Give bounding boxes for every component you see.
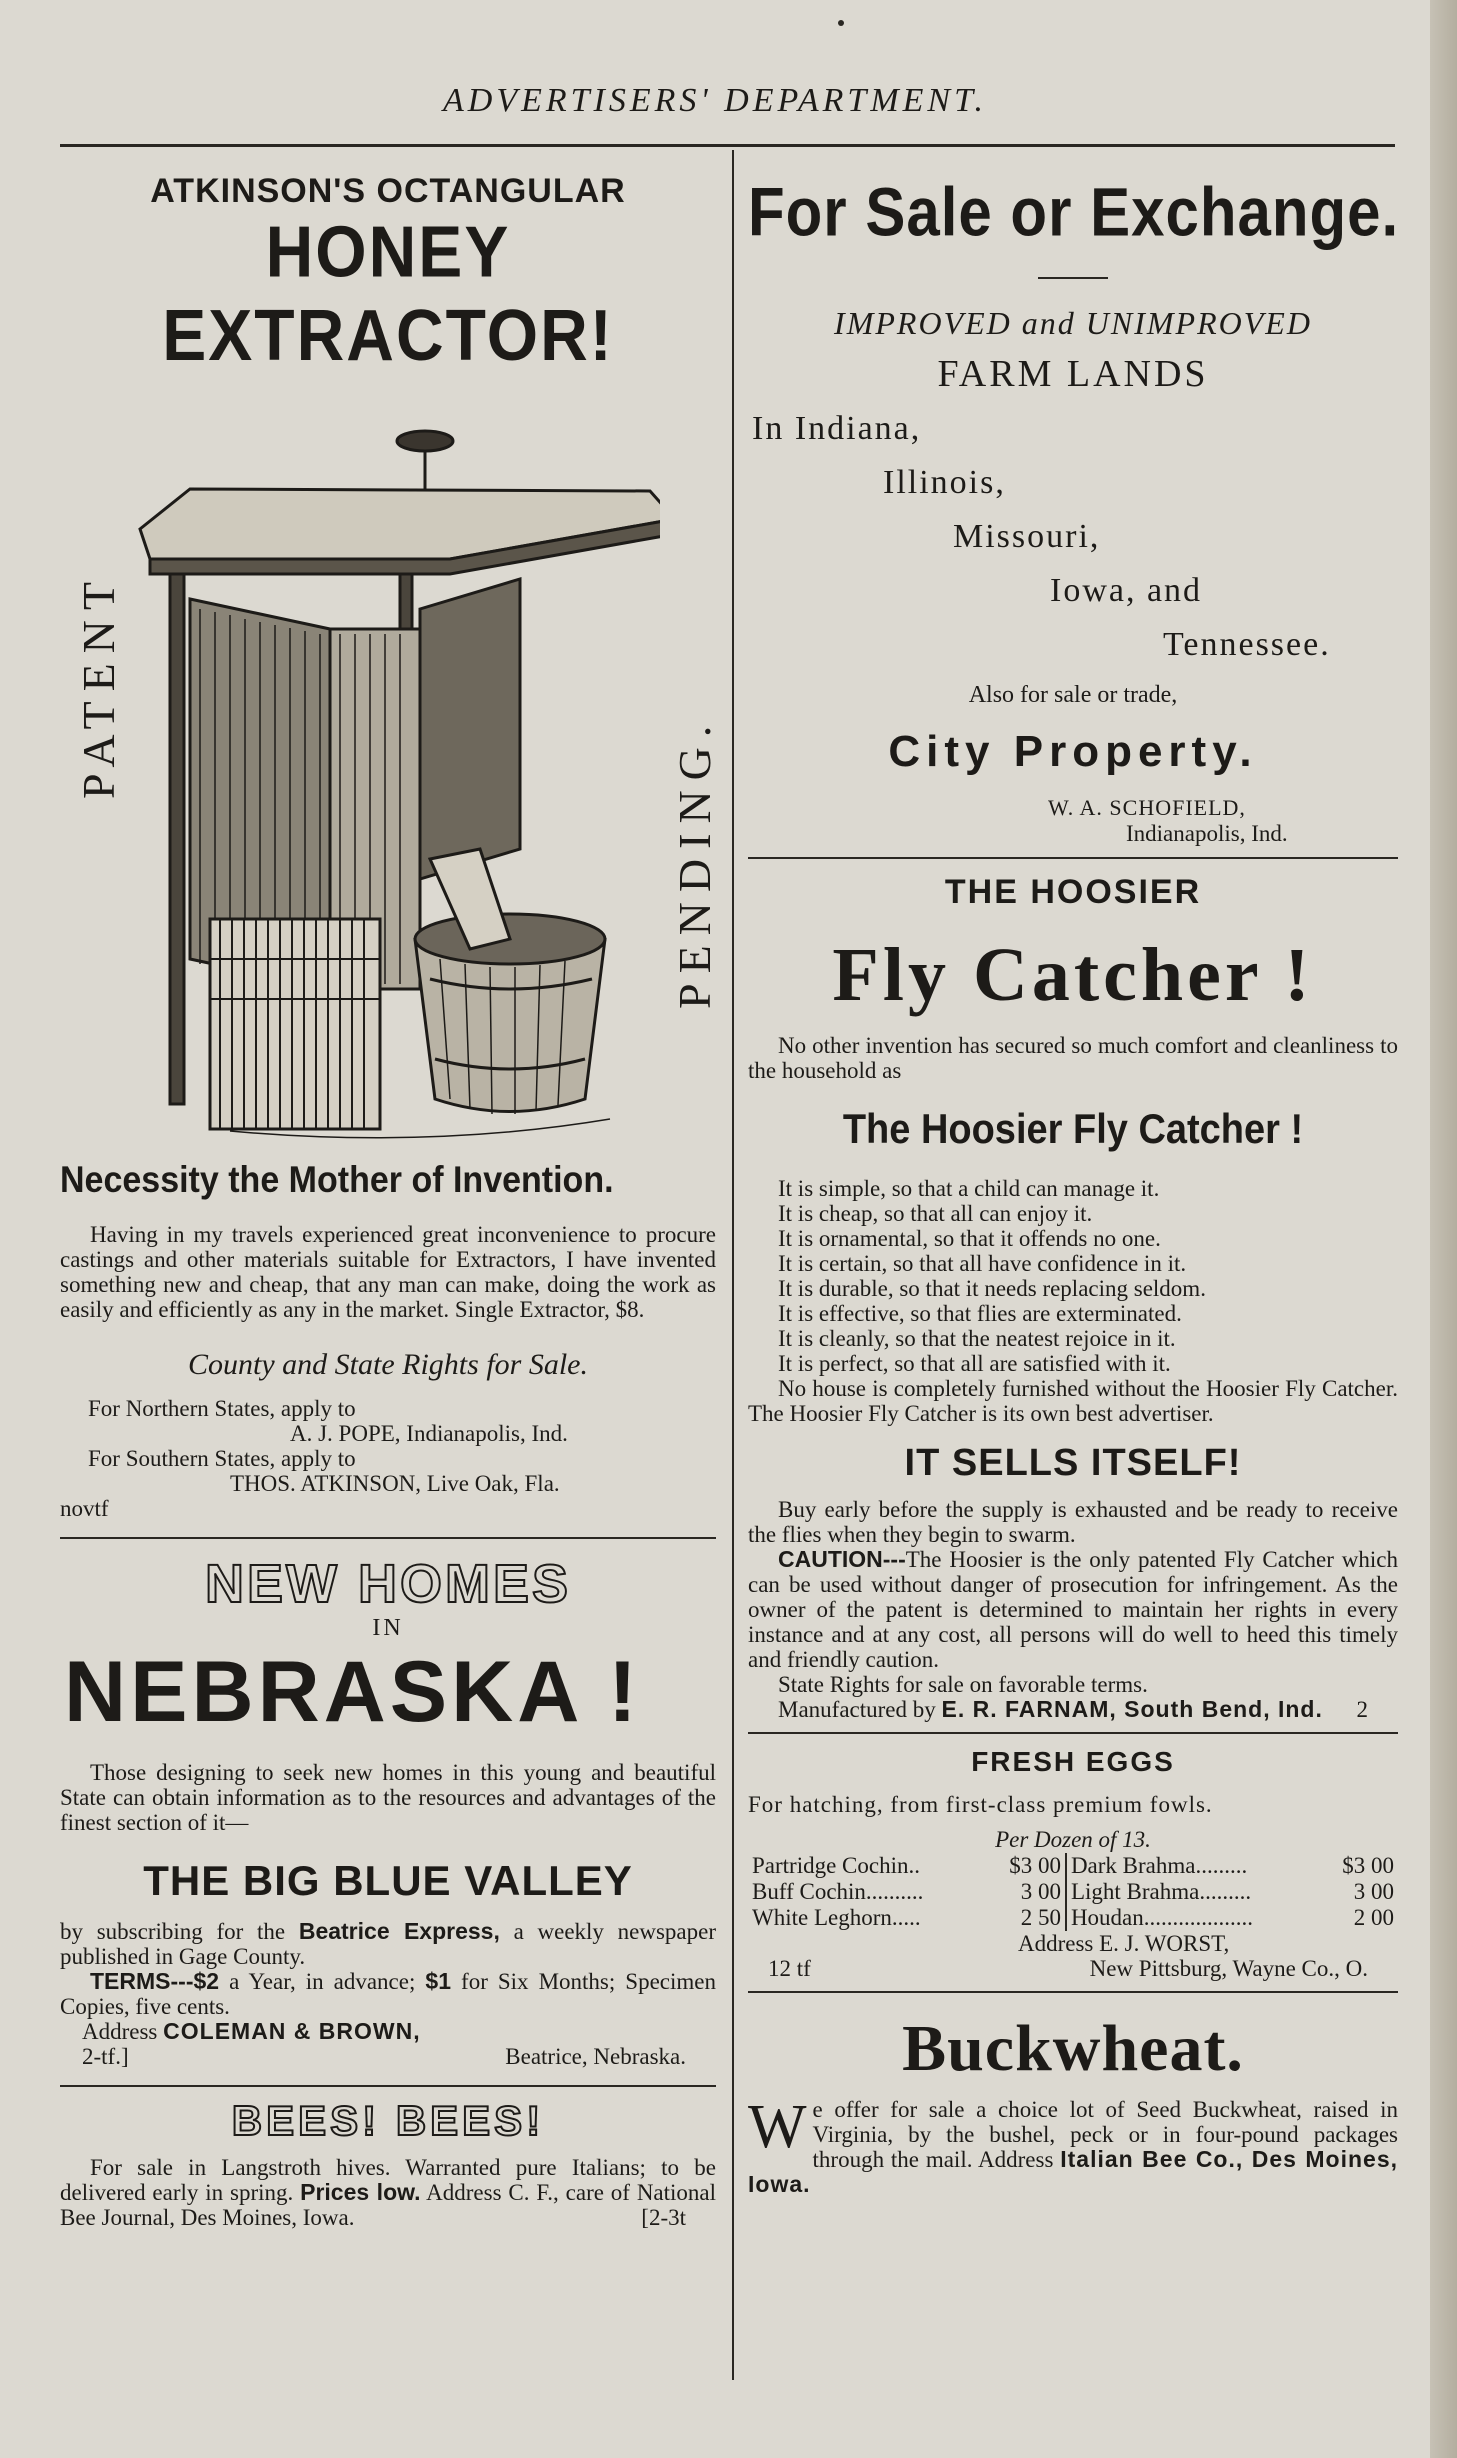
eggs-price: 2 00 (1353, 1905, 1394, 1930)
nebraska-footer (60, 2044, 716, 2069)
extractor-illustration-area (60, 379, 720, 1139)
eggs-city: New Pittsburg, Wayne Co., O. (1089, 1956, 1368, 1981)
farm-subtitle: IMPROVED and UNIMPROVED (834, 305, 1312, 341)
pending-label: PENDING. (669, 715, 720, 1009)
nebraska-subscribe (60, 1919, 716, 1969)
eggs-breed: Partridge Cochin.. (752, 1853, 920, 1878)
eggs-per-dozen: Per Dozen of 13. (995, 1827, 1151, 1852)
honey-extractor-ad (60, 172, 720, 1521)
fly-sells: IT SELLS ITSELF! (904, 1442, 1242, 1484)
farm-state-5: Tennessee. (1163, 626, 1331, 663)
page-edge (1430, 0, 1457, 2458)
top-rule (60, 144, 1395, 147)
nebraska-paper: Beatrice Express, (298, 1918, 500, 1944)
fly-caution-label: CAUTION--- (778, 1546, 906, 1572)
fly-list (748, 1176, 1398, 1376)
extractor-title: HONEY EXTRACTOR! (162, 210, 614, 376)
extractor-kicker: ATKINSON'S OCTANGULAR (150, 172, 626, 210)
fly-intro: No other invention has secured so much comfort and cleanliness to the household as (748, 1033, 1398, 1083)
fly-line-7: It is cleanly, so that the neatest rejoice in it. (778, 1326, 1176, 1351)
farm-also: Also for sale or trade, (968, 682, 1178, 708)
farm-state-2: Illinois, (883, 464, 1006, 501)
eggs-breed: Light Brahma......... (1070, 1879, 1252, 1904)
farm-agent: W. A. SCHOFIELD, (1048, 795, 1246, 820)
extractor-north-line: For Northern States, apply to (88, 1396, 356, 1421)
eggs-intro: For hatching, from first-class premium fowls. (748, 1792, 1213, 1817)
fly-rights: State Rights for sale on favorable terms. (778, 1672, 1148, 1697)
bees-title: BEES! BEES! (231, 2097, 545, 2144)
bees-body-b: Address C. F., care of National Bee Journal, Des Moines, Iowa. (60, 2180, 717, 2230)
fly-house: No house is completely furnished without the Hoosier Fly Catcher. The Hoosier Fly Catcher is its own best advertiser. (748, 1376, 1398, 1426)
bees-body (60, 2155, 716, 2230)
extractor-south-agent: THOS. ATKINSON, Live Oak, Fla. (230, 1471, 560, 1496)
eggs-row (748, 1853, 1398, 1879)
fly-code: 2 (1356, 1697, 1368, 1722)
running-head: ADVERTISERS' DEPARTMENT. (443, 82, 987, 119)
eggs-price: 3 00 (1353, 1879, 1394, 1904)
buckwheat-body-text: e offer for sale a choice lot of Seed Buckwheat, raised in Virginia, by the bushel, peck or in four-pound packages through the mail. Address (812, 2097, 1398, 2172)
nebraska-line1: NEW HOMES (204, 1554, 571, 1614)
farm-states (748, 402, 1398, 672)
bees-ad (60, 2097, 716, 2230)
extractor-code: novtf (60, 1496, 109, 1521)
farm-state-3: Missouri, (953, 518, 1101, 555)
eggs-price-table (748, 1853, 1398, 1931)
eggs-breed: Dark Brahma......... (1070, 1853, 1248, 1878)
eggs-breed: White Leghorn..... (752, 1905, 921, 1930)
eggs-address: Address E. J. WORST, (1018, 1931, 1230, 1956)
eggs-price: $3 00 (986, 1853, 1066, 1879)
rule-1 (60, 1537, 716, 1539)
extractor-south-line: For Southern States, apply to (88, 1446, 356, 1471)
patent-label: PATENT (73, 572, 124, 799)
buckwheat-body (748, 2093, 1399, 2197)
fly-line-6: It is effective, so that flies are exterminated. (778, 1301, 1182, 1326)
eggs-code: 12 tf (768, 1956, 811, 1981)
rule-2 (60, 2085, 716, 2087)
nebraska-line3: NEBRASKA ! (64, 1644, 641, 1740)
fly-caution (748, 1547, 1398, 1672)
nebraska-address-name: COLEMAN & BROWN, (163, 2018, 421, 2044)
extractor-rights-heading: County and State Rights for Sale. (188, 1348, 588, 1381)
buckwheat-dropcap: W (748, 2093, 807, 2161)
eggs-price: 2 50 (986, 1905, 1066, 1931)
eggs-row (748, 1879, 1398, 1905)
farm-agent-city: Indianapolis, Ind. (1126, 821, 1288, 846)
fly-mfg-pre: Manufactured by (778, 1697, 942, 1722)
farm-city-property: City Property. (888, 727, 1258, 776)
nebraska-body: Those designing to seek new homes in this young and beautiful State can obtain information as to the resources and advantages of the finest section of it— (60, 1760, 716, 1835)
farm-state-1: In Indiana, (752, 410, 922, 447)
nebraska-terms-c: for Six Months; Specimen Copies, five cents. (60, 1969, 716, 2019)
extractor-north-agent: A. J. POPE, Indianapolis, Ind. (290, 1421, 568, 1446)
extractor-subtitle: Necessity the Mother of Invention. (60, 1159, 614, 1201)
farm-heading: FARM LANDS (937, 353, 1209, 395)
bees-code: [2-3t (641, 2205, 686, 2230)
buckwheat-ad (748, 2011, 1398, 2197)
fly-line-1: It is simple, so that a child can manage it. (778, 1176, 1160, 1201)
nebraska-address (60, 2019, 716, 2044)
farm-title: For Sale or Exchange. (748, 173, 1400, 251)
fly-mfg-name: E. R. FARNAM, South Bend, Ind. (941, 1696, 1323, 1722)
eggs-breed: Buff Cochin.......... (752, 1879, 924, 1904)
rule-5 (748, 1991, 1398, 1993)
buckwheat-firm: Italian Bee Co., Des Moines, Iowa. (748, 2146, 1399, 2197)
fly-line-2: It is cheap, so that all can enjoy it. (778, 1201, 1093, 1226)
fly-caution-text: The Hoosier is the only patented Fly Catcher which can be used without danger of prosecution for infringement. As the owner of the patent is determined to maintain her rights in every instance and at any cost, all persons will do well to heed this timely and friendly caution. (748, 1547, 1398, 1672)
nebraska-city: Beatrice, Nebraska. (505, 2044, 686, 2069)
eggs-title: FRESH EGGS (971, 1746, 1175, 1777)
farm-state-4: Iowa, and (1050, 572, 1203, 609)
nebraska-address-label: Address (82, 2019, 164, 2044)
fly-buy: Buy early before the supply is exhausted and be ready to receive the flies when they begin to swarm. (748, 1497, 1398, 1547)
fresh-eggs-ad (748, 1746, 1398, 1981)
farm-short-rule (1038, 277, 1108, 279)
eggs-price: 3 00 (986, 1879, 1066, 1905)
eggs-footer (748, 1956, 1398, 1981)
nebraska-valley: THE BIG BLUE VALLEY (143, 1857, 633, 1904)
eggs-breed: Houdan................... (1070, 1905, 1254, 1930)
nebraska-terms-label: TERMS---$2 (90, 1968, 220, 1994)
nebraska-terms-a: a Year, in advance; (219, 1969, 426, 1994)
eggs-row (748, 1905, 1398, 1931)
nebraska-line2: IN (372, 1615, 404, 1641)
honey-extractor-illustration (130, 379, 660, 1139)
fly-title: Fly Catcher ! (832, 933, 1314, 1017)
fly-kicker: THE HOOSIER (944, 873, 1202, 911)
buckwheat-title: Buckwheat. (902, 2012, 1244, 2085)
ink-dot (838, 20, 844, 26)
rule-3 (748, 857, 1398, 859)
left-column (60, 150, 720, 2230)
nebraska-terms (60, 1969, 716, 2019)
nebraska-code: 2-tf.] (82, 2044, 129, 2069)
nebraska-ad (60, 1553, 716, 2069)
bees-body-a: For sale in Langstroth hives. Warranted pure Italians; to be delivered early in spring. (60, 2155, 716, 2205)
fly-mfg (748, 1697, 1398, 1722)
fly-line-5: It is durable, so that it needs replacing seldom. (778, 1276, 1206, 1301)
right-column (748, 150, 1398, 2197)
extractor-body: Having in my travels experienced great inconvenience to procure castings and other materials suitable for Extractors, I have invented something new and cheap, that any man can make, doing the work as easily and efficiently as any in the market. Single Extractor, $8. (60, 1222, 716, 1322)
bees-prices: Prices low. (300, 2179, 421, 2205)
farm-lands-ad (748, 172, 1398, 847)
nebraska-sub-post: a weekly newspaper published in Gage County. (60, 1919, 716, 1969)
fly-line-8: It is perfect, so that all are satisfied with it. (778, 1351, 1171, 1376)
column-rule (732, 150, 734, 2380)
fly-subtitle: The Hoosier Fly Catcher ! (842, 1106, 1304, 1154)
eggs-price: $3 00 (1342, 1853, 1394, 1878)
nebraska-sub-pre: by subscribing for the (60, 1919, 299, 1944)
fly-line-3: It is ornamental, so that it offends no one. (778, 1226, 1161, 1251)
nebraska-terms-b: $1 (425, 1968, 451, 1994)
fly-catcher-ad (748, 873, 1398, 1722)
rule-4 (748, 1732, 1398, 1734)
fly-line-4: It is certain, so that all have confidence in it. (778, 1251, 1187, 1276)
